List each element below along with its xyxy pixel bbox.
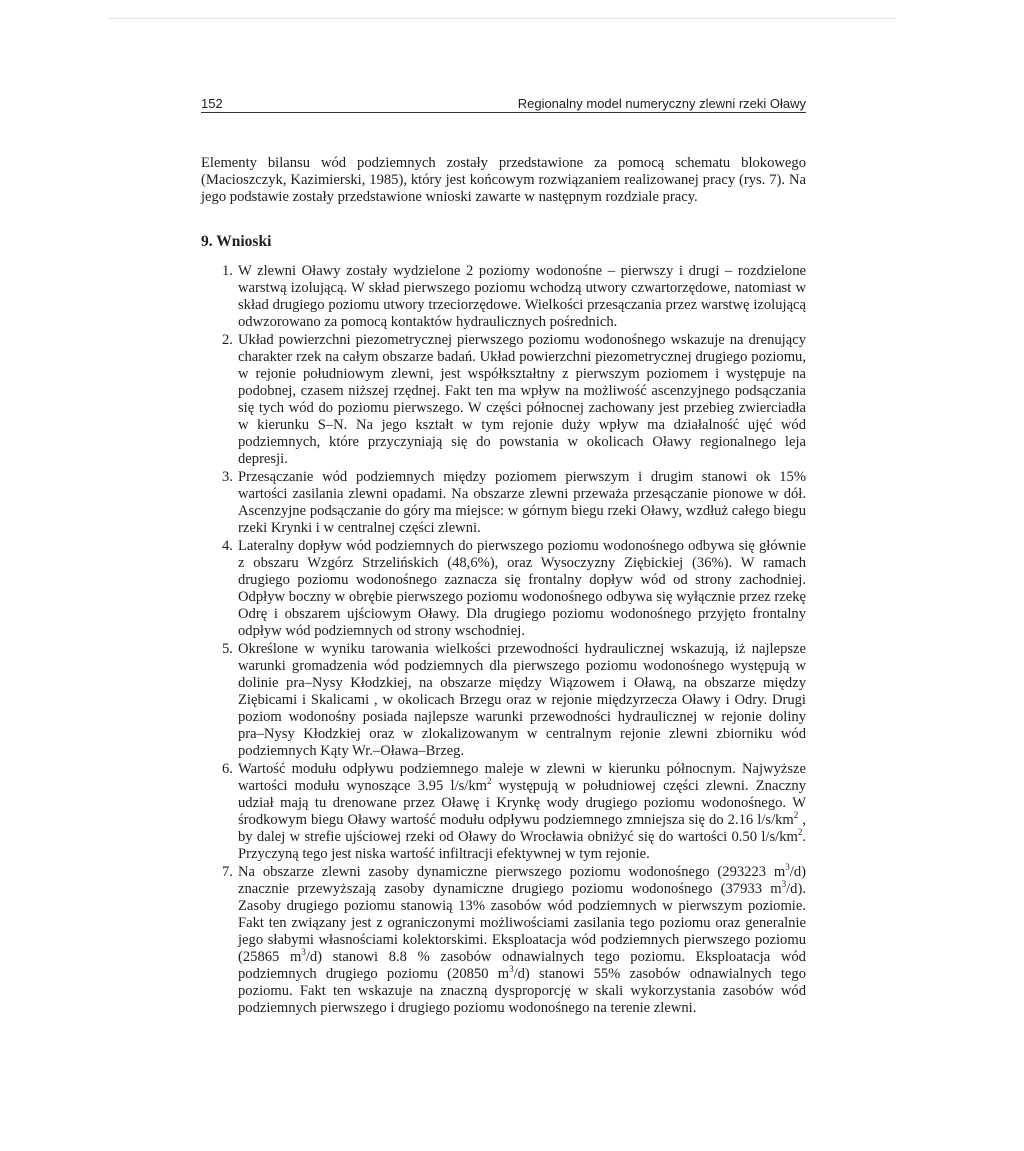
text-run: występują w południowej części zlewni. Znaczny udział mają tu drenowane przez Oławę i Krynkę wody drugiego poziomu wodonośnego. W środkowym biegu Oławy wartość modułu odpływu podziemnego zmniejsza się do 2.16 l/s/km [238,778,806,828]
list-item [201,641,806,760]
superscript: 3 [301,947,306,958]
text-run: Wartość modułu odpływu podziemnego maleje w zlewni w kierunku północnym. Najwyższe wartości modułu wynoszące 3.95 l/s/km [238,761,806,794]
list-item [201,263,806,331]
item-text: Lateralny dopływ wód podziemnych do pierwszego poziomu wodonośnego odbywa się głównie z obszaru Wzgórz Strzelińskich (48,6%), oraz Wysoczyzny Ziębickiej (36%). W ramach drugiego poziomu wodonośnego zaznacza się frontalny dopływ wód od strony zachodniej. Odpływ boczny w obrębie pierwszego poziomu wodonośnego odbywa się wyłącznie przez rzekę Odrę i obszarem ujściowym Oławy. Dla drugiego poziomu wodonośnego przyjęto frontalny odpływ wód podziemnych od strony wschodniej. [238,538,806,639]
list-item [201,761,806,863]
item-number: 4. [222,538,233,554]
conclusions-list [201,263,806,1017]
page-number: 152 [201,96,223,111]
item-number: 7. [222,864,233,880]
item-text: W zlewni Oławy zostały wydzielone 2 poziomy wodonośne – pierwszy i drugi – rozdzielone warstwą izolującą. W skład pierwszego poziomu wchodzą utwory czwartorzędowe, natomiast w skład drugiego poziomu utwory trzeciorzędowe. Wielkości przesączania przez warstwę izolującą odwzorowano za pomocą kontaktów hydraulicznych pośrednich. [238,263,806,330]
item-number: 6. [222,761,233,777]
item-number: 2. [222,332,233,348]
running-header [201,96,806,111]
text-run: Na obszarze zlewni zasoby dynamiczne pierwszego poziomu wodonośnego (293223 m [238,864,786,880]
superscript: 3 [785,862,790,873]
text-run: /d) stanowi 55% zasobów odnawialnych tego poziomu. Fakt ten wskazuje na znaczną dysproporcję w skali wykorzystania zasobów wód podziemnych pierwszego i drugiego poziomu wodonośnego na terenie zlewni. [238,966,807,1016]
section-title: Wnioski [216,233,272,250]
body-text [201,155,806,1018]
item-number: 3. [222,469,233,485]
item-number: 1. [222,263,233,279]
item-text [238,864,806,1016]
text-run: /d) znacznie przewyższają zasoby dynamiczne drugiego poziomu wodonośnego (37933 m [238,864,806,897]
item-text [238,761,806,862]
superscript: 3 [781,879,787,890]
item-number: 5. [222,641,233,657]
superscript: 2 [797,827,803,838]
running-title: Regionalny model numeryczny zlewni rzeki Oławy [517,96,806,111]
text-run: /d) stanowi 8.8 % zasobów odnawialnych tego poziomu. Eksploatacja wód podziemnych drugiego poziomu (20850 m [238,949,806,982]
section-number: 9. [201,233,213,250]
text-run: . Przyczyną tego jest niska wartość infiltracji efektywnej w tym rejonie. [238,829,806,862]
item-text: Przesączanie wód podziemnych między poziomem pierwszym i drugim stanowi ok 15% wartości zasilania zlewni opadami. Na obszarze zlewni przeważa przesączanie pionowe w dół. Ascenzyjne podsączanie do góry ma miejsce: w górnym biegu rzeki Oławy, wzdłuż całego biegu rzeki Krynki i w centralnej części zlewni. [238,469,806,536]
list-item [201,538,806,640]
item-text: Układ powierzchni piezometrycznej pierwszego poziomu wodonośnego wskazuje na drenujący charakter rzek na całym obszarze badań. Układ powierzchni piezometrycznej drugiego poziomu, w rejonie południowym zlewni, jest współkształtny z pierwszym poziomem i występuje na podobnej, czasem niższej rzędnej. Fakt ten ma wpływ na możliwość ascenzyjnego podsączania się tych wód do poziomu pierwszego. W części północnej zachowany jest przebieg zwierciadła w kierunku S–N. Na jego kształt w tym rejonie duży wpływ ma działalność ujęć wód podziemnych, które przyczyniają się do powstania w okolicach Oławy regionalnego leja depresji. [238,332,806,467]
intro-paragraph: Elementy bilansu wód podziemnych zostały przedstawione za pomocą schematu blokowego (Macioszczyk, Kazimierski, 1985), który jest końcowym rozwiązaniem realizowanej pracy (rys. 7). Na jego podstawie zostały przedstawione wnioski zawarte w następnym rozdziale pracy. [201,155,806,205]
superscript: 2 [487,776,492,787]
list-item [201,469,806,537]
header-rule [201,112,806,113]
scan-edge-line [108,18,896,19]
text-run: /d). Zasoby drugiego poziomu stanowią 13% zasobów wód podziemnych w pierwszym poziomie. Fakt ten związany jest z ograniczonymi możliwościami zasilania tego poziomu oraz generalnie jego słabymi własnościami kolektorskimi. Eksploatacja wód podziemnych pierwszego poziomu (25865 m [238,881,806,965]
text-run: , by dalej w strefie ujściowej rzeki od Oławy do Wrocławia obniżyć się do wartości 0.50 l/s/km [238,812,806,845]
superscript: 2 [793,810,799,821]
item-text: Określone w wyniku tarowania wielkości przewodności hydraulicznej wskazują, iż najlepsze warunki gromadzenia wód podziemnych dla pierwszego poziomu wodonośnego występują w dolinie pra–Nysy Kłodzkiej, na obszarze między Wiązowem i Oławą, na obszarze między Ziębicami i Skalicami , w okolicach Brzegu oraz w rejonie międzyrzecza Oławy i Odry. Drugi poziom wodonośny posiada najlepsze warunki przewodności hydraulicznej w rejonie doliny pra–Nysy Kłodzkiej oraz w zlokalizowanym w centralnym rejonie zlewni zbiorniku wód podziemnych Kąty Wr.–Oława–Brzeg. [238,641,806,759]
superscript: 3 [509,964,514,975]
list-item [201,332,806,468]
list-item [201,864,806,1017]
section-heading [201,233,806,250]
